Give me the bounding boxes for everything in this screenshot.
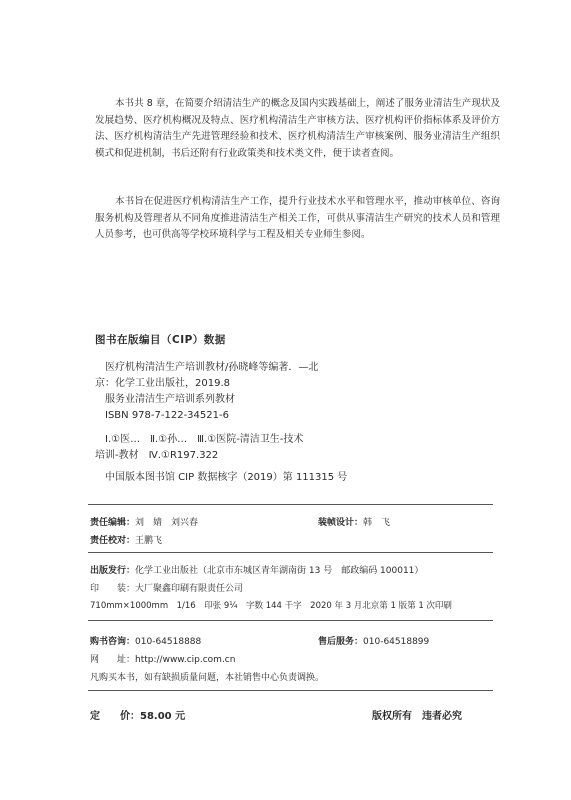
website-line bbox=[90, 652, 235, 665]
cip-line-3: 服务业清洁生产培训系列教材 bbox=[105, 394, 235, 405]
web-value: http://www.cip.com.cn bbox=[135, 655, 236, 665]
editor-label: 责任编辑： bbox=[90, 518, 136, 528]
divider-1 bbox=[88, 504, 493, 505]
design-value: 韩 飞 bbox=[363, 518, 391, 528]
intro-paragraph-1: 本书共 8 章，在简要介绍清洁生产的概念及国内实践基础上，阐述了服务业清洁生产现状及发展趋势、医疗机构概况及特点、医疗机构清洁生产审核方法、医疗机构评价指标体系及评价方法、医疗机构清洁生产先进管理经验和技术、医疗机构清洁生产审核案例、服务业清洁生产组织模式和促进机制，书后还附有行业政策类和技术类文件，便于读者查阅。 bbox=[95, 98, 500, 159]
price-label: 定 价： bbox=[90, 711, 140, 722]
proof-label: 责任校对： bbox=[90, 536, 136, 546]
price-value: 58.00 元 bbox=[140, 711, 186, 722]
divider-2 bbox=[88, 552, 493, 553]
publisher-label: 出版发行： bbox=[90, 566, 136, 576]
cip-title: 图书在版编目（CIP）数据 bbox=[95, 334, 226, 346]
editor-credit bbox=[90, 515, 198, 528]
service-value: 010-64518899 bbox=[363, 637, 430, 647]
cip-line-7: 中国版本图书馆 CIP 数据核字（2019）第 111315 号 bbox=[105, 472, 348, 483]
printer-label: 印 装： bbox=[90, 584, 136, 594]
design-credit bbox=[318, 515, 390, 528]
copyright-notice: 版权所有 违者必究 bbox=[372, 711, 462, 722]
service-label: 售后服务： bbox=[318, 637, 364, 647]
purchase-line bbox=[90, 634, 201, 647]
intro-paragraph-2: 本书旨在促进医疗机构清洁生产工作，提升行业技术水平和管理水平，推动审核单位、咨询服务机构及管理者从不同角度推进清洁生产相关工作，可供从事清洁生产研究的技术人员和管理人员参考，也可供高等学校环境科学与工程及相关专业师生参阅。 bbox=[95, 196, 500, 240]
printer-line bbox=[90, 581, 243, 594]
web-label: 网 址： bbox=[90, 655, 136, 665]
cip-line-1: 医疗机构清洁生产培训教材/孙晓峰等编著．—北 bbox=[105, 362, 319, 373]
proof-credit bbox=[90, 533, 162, 546]
service-line bbox=[318, 634, 429, 647]
editor-value: 刘 婧 刘兴春 bbox=[135, 518, 199, 528]
printer-value: 大厂聚鑫印刷有限责任公司 bbox=[135, 584, 244, 594]
cip-line-2: 京：化学工业出版社，2019.8 bbox=[95, 378, 230, 389]
divider-3 bbox=[88, 620, 493, 621]
cip-line-5: Ⅰ.①医… Ⅱ.①孙… Ⅲ.①医院-清洁卫生-技术 bbox=[105, 434, 304, 445]
price-line bbox=[90, 707, 185, 722]
publisher-line bbox=[90, 563, 423, 576]
divider-4 bbox=[88, 690, 493, 691]
design-label: 装帧设计： bbox=[318, 518, 364, 528]
purchase-value: 010-64518888 bbox=[135, 637, 202, 647]
exchange-notice: 凡购买本书，如有缺损质量问题，本社销售中心负责调换。 bbox=[90, 673, 325, 683]
format-line: 710mm×1000mm 1/16 印张 9¼ 字数 144 千字 2020 年 3 月北京第 1 版第 1 次印刷 bbox=[90, 601, 452, 611]
proof-value: 王鹏飞 bbox=[135, 536, 163, 546]
purchase-label: 购书咨询： bbox=[90, 637, 136, 647]
cip-line-6: 培训-教材 Ⅳ.①R197.322 bbox=[95, 450, 219, 461]
publisher-value: 化学工业出版社（北京市东城区青年湖南街 13 号 邮政编码 100011） bbox=[135, 566, 424, 576]
cip-line-4: ISBN 978-7-122-34521-6 bbox=[105, 410, 229, 421]
